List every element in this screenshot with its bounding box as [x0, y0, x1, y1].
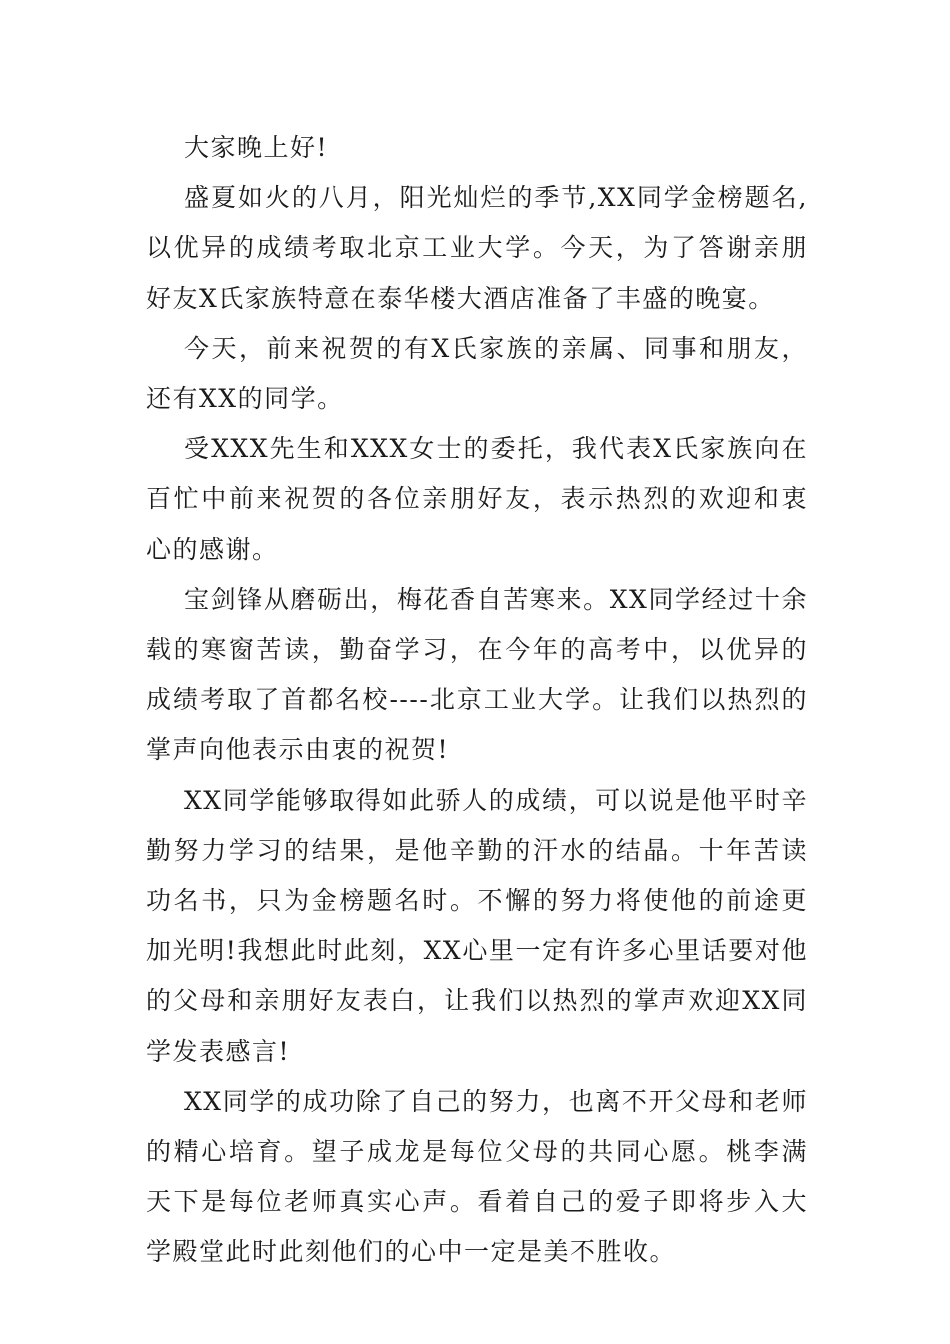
body-paragraph: 受XXX先生和XXX女士的委托，我代表X氏家族向在百忙中前来祝贺的各位亲朋好友，表示热烈的欢迎和衷心的感谢。 [146, 434, 808, 564]
body-paragraph: 盛夏如火的八月，阳光灿烂的季节,XX同学金榜题名,以优异的成绩考取北京工业大学。今天，为了答谢亲朋好友X氏家族特意在泰华楼大酒店准备了丰盛的晚宴。 [146, 183, 808, 313]
body-paragraph: XX同学能够取得如此骄人的成绩，可以说是他平时辛勤努力学习的结果，是他辛勤的汗水的结晶。十年苦读功名书，只为金榜题名时。不懈的努力将使他的前途更加光明!我想此时此刻，XX心里一定有许多心里话要对他的父母和亲朋好友表白，让我们以热烈的掌声欢迎XX同学发表感言! [146, 785, 808, 1066]
document-body [146, 123, 808, 1278]
greeting-paragraph: 大家晚上好! [184, 133, 329, 162]
body-paragraph: 宝剑锋从磨砺出，梅花香自苦寒来。XX同学经过十余载的寒窗苦读，勤奋学习，在今年的高考中，以优异的成绩考取了首都名校----北京工业大学。让我们以热烈的掌声向他表示由衷的祝贺! [146, 584, 808, 765]
body-paragraph: 今天，前来祝贺的有X氏家族的亲属、同事和朋友，还有XX的同学。 [146, 333, 808, 414]
body-paragraph: XX同学的成功除了自己的努力，也离不开父母和老师的精心培育。望子成龙是每位父母的共同心愿。桃李满天下是每位老师真实心声。看着自己的爱子即将步入大学殿堂此时此刻他们的心中一定是美不胜收。 [146, 1086, 808, 1267]
